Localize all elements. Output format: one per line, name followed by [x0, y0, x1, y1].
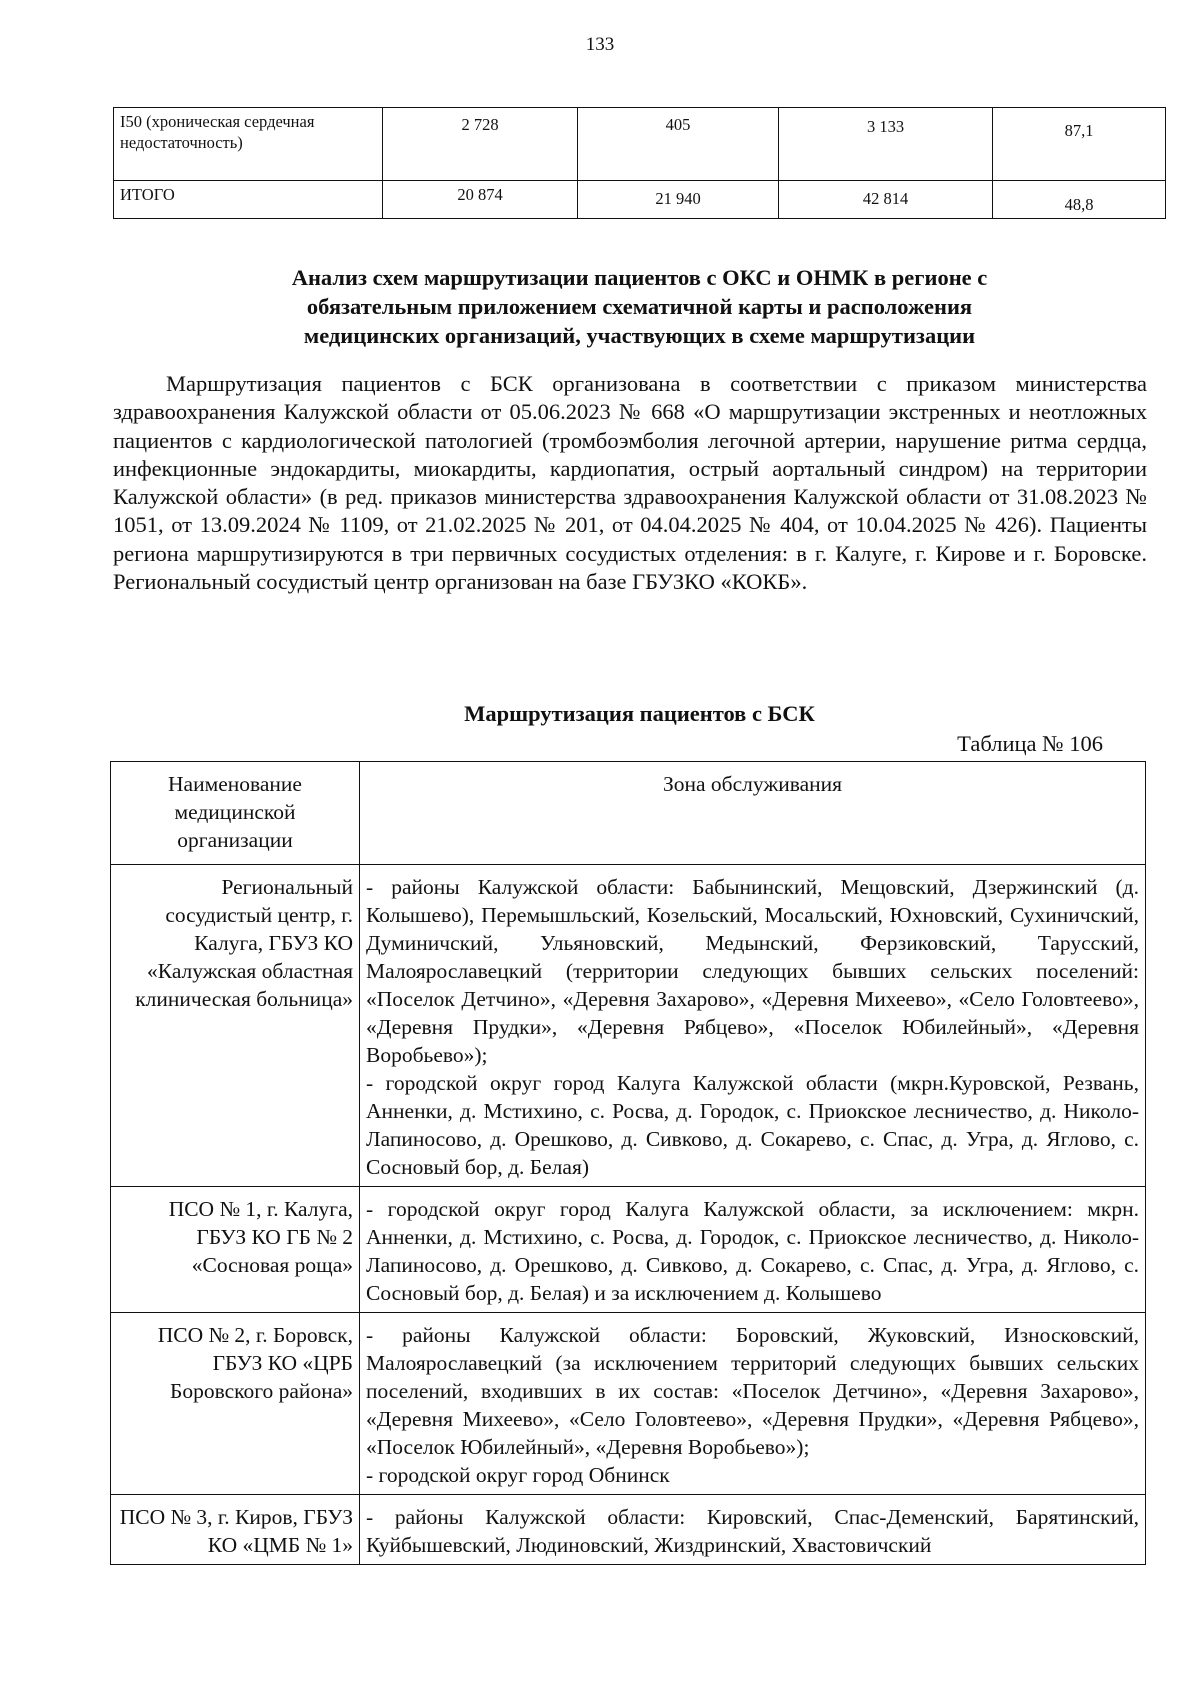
table-row	[114, 108, 1166, 181]
table-row	[111, 865, 1146, 1187]
table-cell: 20 874	[383, 181, 578, 219]
table-cell-org: ПСО № 1, г. Калуга, ГБУЗ КО ГБ № 2 «Сосновая роща»	[111, 1187, 360, 1313]
table-row	[111, 1313, 1146, 1495]
page-number: 133	[585, 34, 615, 55]
routing-title: Маршрутизация пациентов с БСК	[464, 701, 815, 726]
table-cell: 48,8	[993, 181, 1166, 219]
table-cell-org: ПСО № 2, г. Боровск, ГБУЗ КО «ЦРБ Боровского района»	[111, 1313, 360, 1495]
table-cell: 405	[578, 108, 779, 181]
table-caption: Таблица № 106	[957, 731, 1103, 756]
table-cell-zone: - районы Калужской области: Бабынинский, Мещовский, Дзержинский (д. Колышево), Перемышльский, Козельский, Мосальский, Юхновский, Сухиничский, Думиничский, Ульяновский, Медынский, Ферзиковский, Тарусский, Малоярославецкий (территории следующих бывших сельских поселений: «Поселок Детчино», «Деревня Захарово», «Деревня Михеево», «Село Головтеево», «Деревня Прудки», «Деревня Рябцево», «Поселок Юбилейный», «Деревня Воробьево»); - городской округ город Калуга Калужской области (мкрн.Куровской, Резвань, Анненки, д. Мстихино, с. Росва, д. Городок, с. Приокское лесничество, д. Николо-Лапиносово, д. Орешково, д. Сивково, д. Сокарево, с. Спас, д. Угра, д. Яглово, с. Сосновый бор, д. Белая)	[360, 865, 1146, 1187]
table-header-zone: Зона обслуживания	[360, 762, 1146, 865]
table-row	[111, 1187, 1146, 1313]
routing-table	[110, 761, 1146, 1565]
section-heading: Анализ схем маршрутизации пациентов с ОКС и ОНМК в регионе с обязательным приложением схематичной карты и расположения медицинских организаций, участвующих в схеме маршрутизации	[291, 265, 988, 348]
table-row	[111, 1495, 1146, 1565]
table-cell: 3 133	[779, 108, 993, 181]
table-cell-zone: - городской округ город Калуга Калужской области, за исключением: мкрн. Анненки, д. Мстихино, с. Росва, д. Городок, с. Приокское лесничество, д. Николо-Лапиносово, д. Орешково, д. Сивково, д. Сокарево, с. Спас, д. Угра, д. Яглово, с. Сосновый бор, д. Белая) и за исключением д. Колышево	[360, 1187, 1146, 1313]
table-row	[114, 181, 1166, 219]
body-paragraph: Маршрутизация пациентов с БСК организована в соответствии с приказом министерства здравоохранения Калужской области от 05.06.2023 № 668 «О маршрутизации экстренных и неотложных пациентов с кардиологической патологией (тромбоэмболия легочной артерии, нарушение ритма сердца, инфекционные эндокардиты, миокардиты, кардиопатия, острый аортальный синдром) на территории Калужской области» (в ред. приказов министерства здравоохранения Калужской области от 31.08.2023 № 1051, от 13.09.2024 № 1109, от 21.02.2025 № 201, от 04.04.2025 № 404, от 10.04.2025 № 426). Пациенты региона маршрутизируются в три первичных сосудистых отделения: в г. Калуге, г. Кирове и г. Боровске. Региональный сосудистый центр организован на базе ГБУЗКО «КОКБ».	[113, 371, 1147, 595]
table-cell: 2 728	[383, 108, 578, 181]
table-cell-zone: - районы Калужской области: Боровский, Жуковский, Износковский, Малоярославецкий (за исключением территорий следующих бывших сельских поселений, входивших в их состав: «Поселок Детчино», «Деревня Захарово», «Деревня Михеево», «Село Головтеево», «Деревня Прудки», «Деревня Рябцево», «Поселок Юбилейный», «Деревня Воробьево»); - городской округ город Обнинск	[360, 1313, 1146, 1495]
table-header-org: Наименование медицинской организации	[111, 762, 360, 865]
table-cell: 87,1	[993, 108, 1166, 181]
summary-table	[113, 107, 1166, 219]
table-cell: ИТОГО	[114, 181, 383, 219]
table-cell: I50 (хроническая сердечная недостаточность)	[114, 108, 383, 181]
table-cell-org: Региональный сосудистый центр, г. Калуга, ГБУЗ КО «Калужская областная клиническая больница»	[111, 865, 360, 1187]
table-header-row	[111, 762, 1146, 865]
table-cell: 21 940	[578, 181, 779, 219]
table-cell-zone: - районы Калужской области: Кировский, Спас-Деменский, Барятинский, Куйбышевский, Людиновский, Жиздринский, Хвастовичский	[360, 1495, 1146, 1565]
table-cell-org: ПСО № 3, г. Киров, ГБУЗ КО «ЦМБ № 1»	[111, 1495, 360, 1565]
table-cell: 42 814	[779, 181, 993, 219]
